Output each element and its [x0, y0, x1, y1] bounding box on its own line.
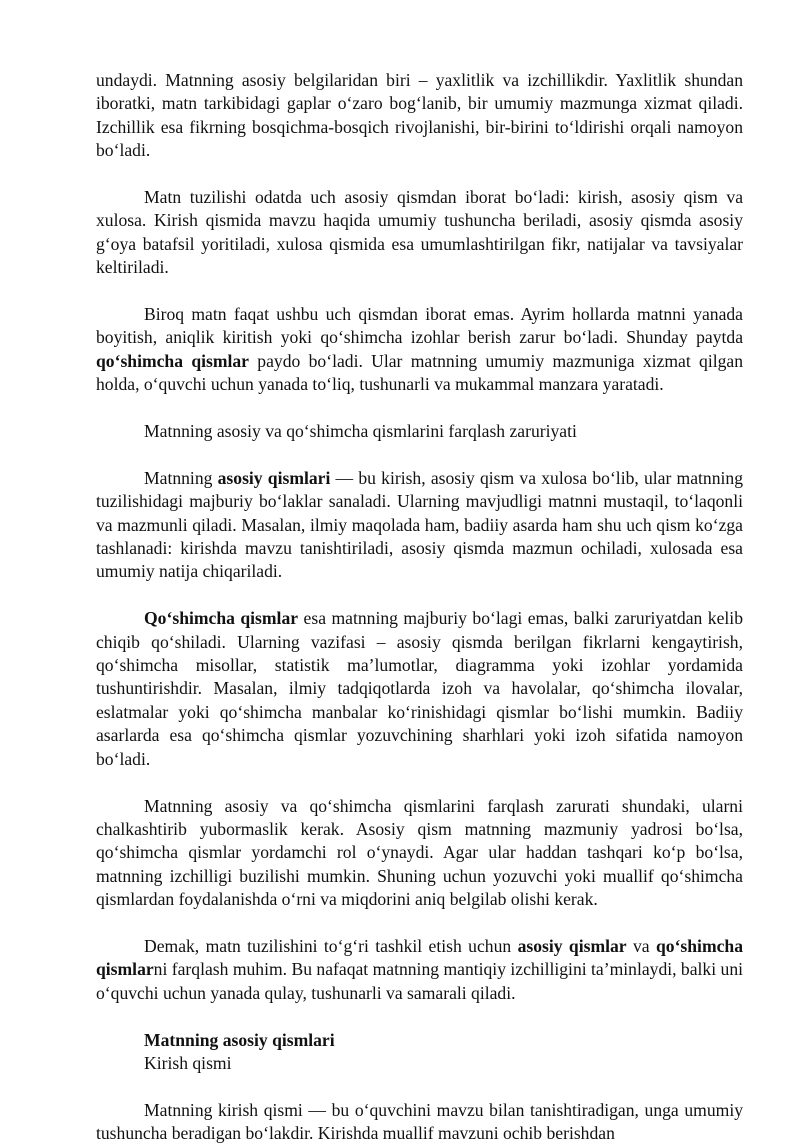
bold-term: qo‘shimcha qismlar: [96, 350, 249, 371]
text-run: esa matnning majburiy bo‘lagi emas, balki zaruriyatdan kelib chiqib qo‘shiladi. Ularning vazifasi – asosiy qismda berilgan fikrlarni kengaytirish, qo‘shimcha misollar, statistik ma’lumotlar, diagramma yoki izohlar yordamida tushuntirishdir. Masalan, ilmiy tadqiqotlarda izoh va havolalar, qo‘shimcha ilovalar, eslatmalar yoki qo‘shimcha manbalar ko‘rinishidagi qismlar bo‘lishi mumkin. Badiiy asarlarda esa qo‘shimcha qismlar yozuvchining sharhlari yoki izoh sifatida namoyon bo‘ladi.: [96, 608, 743, 769]
section-heading: [96, 1029, 743, 1052]
text-run: ni farqlash muhim. Bu nafaqat matnning mantiqiy izchilligini ta’minlaydi, balki uni o‘quvchi uchun yanada qulay, tushunarli va samarali qiladi.: [96, 959, 743, 1003]
paragraph-main-parts: [96, 467, 743, 584]
text-run: Demak, matn tuzilishini to‘g‘ri tashkil etish uchun: [144, 935, 518, 956]
bold-term: Qo‘shimcha qismlar: [144, 608, 299, 629]
heading-text: Matnning asosiy qismlari: [144, 1029, 335, 1050]
paragraph-conclusion: [96, 935, 743, 1005]
text-run: Biroq matn faqat ushbu uch qismdan iborat emas. Ayrim hollarda matnni yanada boyitish, aniqlik kiritish yoki qo‘shimcha izohlar berish zarur bo‘ladi. Shunday paytda: [96, 304, 743, 348]
bold-term: qo‘shimcha qismlar: [96, 935, 743, 980]
paragraph-continuation: undaydi. Matnning asosiy belgilaridan biri – yaxlitlik va izchillikdir. Yaxlitlik shundan iboratki, matn tarkibidagi gaplar o‘zaro bog‘lanib, bir umumiy mazmunga xizmat qiladi. Izchillik esa fikrning bosqichma-bosqich rivojlanishi, bir-birini to‘ldirishi orqali namoyon bo‘ladi.: [96, 70, 743, 161]
paragraph-additional-parts: [96, 303, 743, 397]
bold-term: asosiy qismlari: [217, 467, 331, 488]
bold-term: asosiy qismlar: [517, 935, 627, 956]
paragraph-extra-parts: [96, 607, 743, 771]
paragraph-introduction: Matnning kirish qismi — bu o‘quvchini mavzu bilan tanishtiradigan, unga umumiy tushuncha beradigan bo‘lakdir. Kirishda muallif mavzuni ochib berishdan: [96, 1099, 743, 1144]
text-run: paydo bo‘ladi. Ular matnning umumiy mazmuniga xizmat qilgan holda, o‘quvchi uchun yanada to‘liq, tushunarli va mukammal manzara yaratadi.: [96, 350, 744, 395]
paragraph-structure: Matn tuzilishi odatda uch asosiy qismdan iborat bo‘ladi: kirish, asosiy qism va xulosa. Kirish qismida mavzu haqida umumiy tushuncha beriladi, asosiy qismda asosiy g‘oya batafsil yoritiladi, xulosa qismida esa umumlashtirilgan fikr, natijalar va tavsiyalar keltiriladi.: [96, 187, 743, 278]
text-run: — bu kirish, asosiy qism va xulosa bo‘lib, ular matnning tuzilishidagi majburiy bo‘laklar sanaladi. Ularning mavjudligi matnni mustaqil, to‘laqonli va mazmunli qiladi. Masalan, ilmiy maqolada ham, badiiy asarda ham shu uch qism ko‘zga tashlanadi: kirishda mavzu tanishtiriladi, asosiy qismda mazmun ochiladi, xulosada esa umumiy natija chiqariladi.: [96, 467, 743, 582]
text-run: Matnning: [144, 467, 218, 488]
text-run: va: [626, 935, 656, 956]
section-title-distinction: Matnning asosiy va qo‘shimcha qismlarini farqlash zaruriyati: [144, 421, 577, 442]
subsection-heading: Kirish qismi: [144, 1052, 232, 1073]
paragraph-distinction-need: Matnning asosiy va qo‘shimcha qismlarini farqlash zarurati shundaki, ularni chalkashtirib yubormaslik kerak. Asosiy qism matnning mazmuniy yadrosi bo‘lsa, qo‘shimcha qismlar yordamchi rol o‘ynaydi. Agar ular haddan tashqari ko‘p bo‘lsa, matnning izchilligi buzilishi mumkin. Shuning uchun yozuvchi yoki muallif qo‘shimcha qismlardan foydalanishda o‘rni va miqdorini aniq belgilab olishi kerak.: [96, 795, 743, 910]
